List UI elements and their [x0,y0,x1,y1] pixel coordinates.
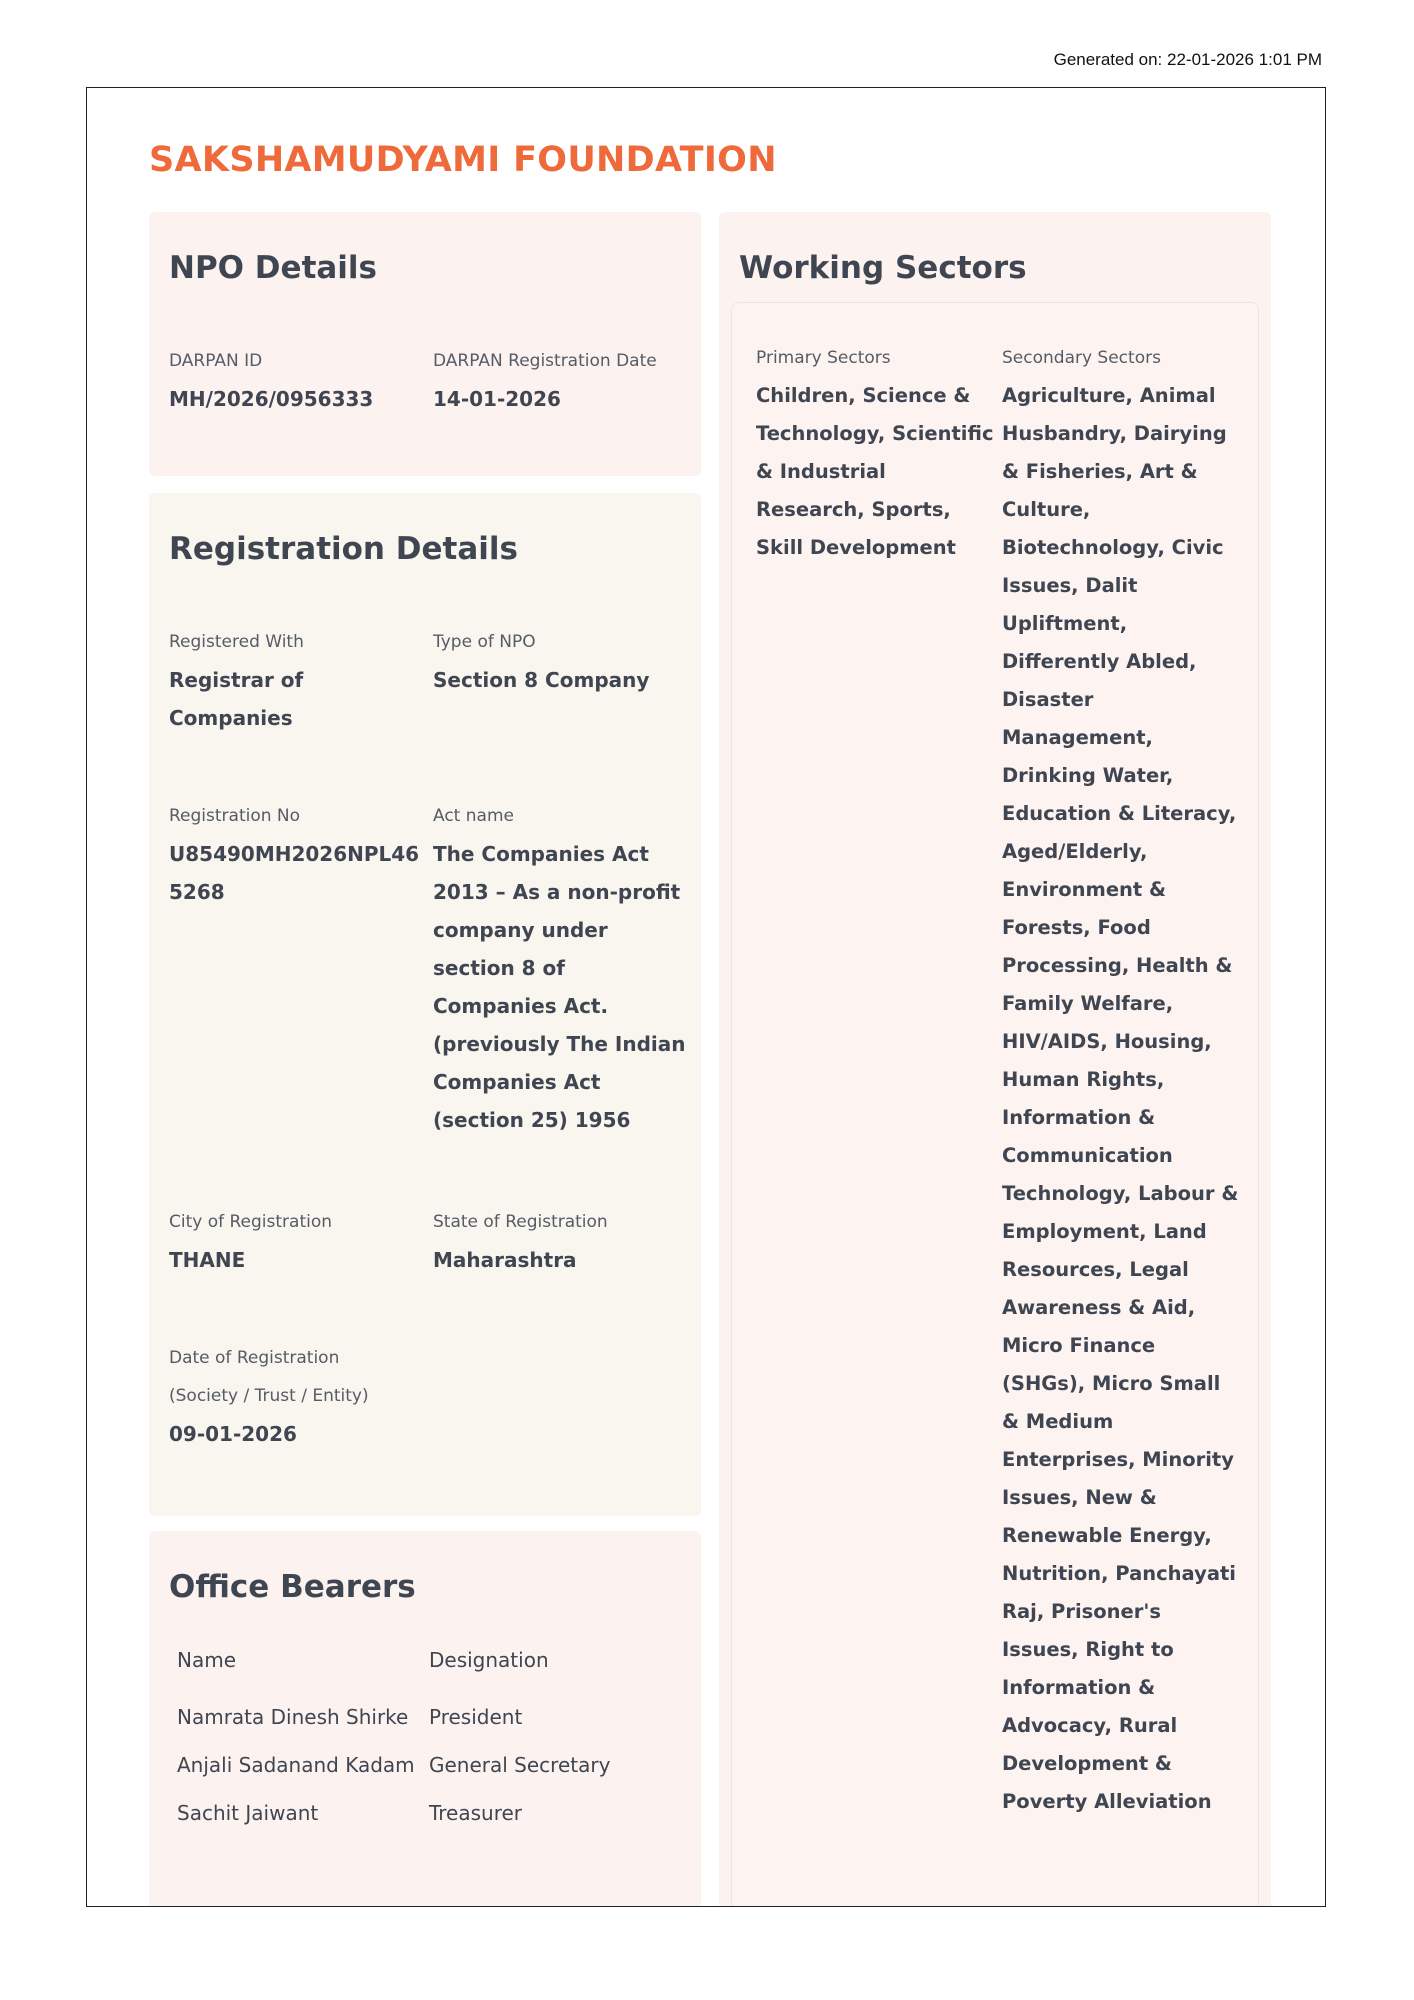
primary-sectors-value: Children, Science & Technology, Scientific & Industrial Research, Sports, Skill Development [756,384,994,559]
registration-no-label: Registration No [169,806,301,826]
generated-timestamp: Generated on: 22-01-2026 1:01 PM [1053,50,1322,69]
office-bearers-heading: Office Bearers [169,1569,416,1605]
bearer-name: Sachit Jaiwant [177,1801,319,1825]
column-header-name: Name [177,1648,237,1672]
state-value: Maharashtra [433,1248,577,1272]
registration-no-field [169,797,419,911]
document-frame [86,87,1326,1907]
state-of-registration-field [433,1203,683,1279]
npo-type-field [433,623,683,699]
act-name-label: Act name [433,806,514,826]
darpan-date-label: DARPAN Registration Date [433,351,657,371]
npo-details-heading: NPO Details [169,250,378,286]
secondary-sectors-value: Agriculture, Animal Husbandry, Dairying & Fisheries, Art & Culture, Biotechnology, Civic Issues, Dalit Upliftment, Differently Abled, Disaster Management, Drinking Water, Education & Literacy, Aged/Elderly, Environment & Forests, Food Processing, Health & Family Welfare, HIV/AIDS, Housing, Human Rights, Information & Communication Technology, Labour & Employment, Land Resources, Legal Awareness & Aid, Micro Finance (SHGs), Micro Small & Medium Enterprises, Minority Issues, New & Renewable Energy, Nutrition, Panchayati Raj, Prisoner's Issues, Right to Information & Advocacy, Rural Development & Poverty Alleviation [1002,384,1239,1813]
registered-with-value: Registrar of Companies [169,668,304,730]
table-row [177,1789,697,1837]
office-bearers-card [149,1531,701,1907]
date-of-registration-value: 09-01-2026 [169,1422,297,1446]
table-row [177,1741,697,1789]
registration-details-heading: Registration Details [169,531,518,567]
bearer-designation: General Secretary [429,1753,611,1777]
office-bearers-table [177,1641,697,1837]
table-row [177,1693,697,1741]
date-of-registration-label: Date of Registration (Society / Trust / Entity) [169,1348,369,1406]
npo-type-value: Section 8 Company [433,668,650,692]
secondary-sectors-column [1002,339,1240,1821]
registered-with-field [169,623,419,737]
primary-sectors-label: Primary Sectors [756,348,891,368]
working-sectors-card [719,212,1271,1907]
bearer-name: Anjali Sadanand Kadam [177,1753,415,1777]
registration-details-card [149,493,701,1516]
registration-no-value: U85490MH2026NPL46 5268 [169,842,420,904]
primary-sectors-column [756,339,994,567]
darpan-date-value: 14-01-2026 [433,387,561,411]
bearer-designation: Treasurer [429,1801,523,1825]
city-of-registration-field [169,1203,419,1279]
act-name-value: The Companies Act 2013 – As a non-profit company under section 8 of Companies Act. (previously The Indian Companies Act (section 25) 1956 [433,842,686,1132]
secondary-sectors-label: Secondary Sectors [1002,348,1161,368]
sectors-panel [731,302,1259,1907]
act-name-field [433,797,695,1139]
working-sectors-heading: Working Sectors [739,250,1027,286]
darpan-id-label: DARPAN ID [169,351,263,371]
organization-title: SAKSHAMUDYAMI FOUNDATION [149,140,777,180]
npo-type-label: Type of NPO [433,632,536,652]
city-value: THANE [169,1248,246,1272]
bearer-designation: President [429,1705,523,1729]
state-label: State of Registration [433,1212,608,1232]
npo-details-card [149,212,701,476]
registered-with-label: Registered With [169,632,304,652]
column-header-designation: Designation [429,1648,549,1672]
bearer-name: Namrata Dinesh Shirke [177,1705,409,1729]
darpan-date-field [433,342,693,418]
date-of-registration-field [169,1339,409,1453]
darpan-id-value: MH/2026/0956333 [169,387,374,411]
city-label: City of Registration [169,1212,333,1232]
table-header-row [177,1641,697,1693]
darpan-id-field [169,342,419,418]
